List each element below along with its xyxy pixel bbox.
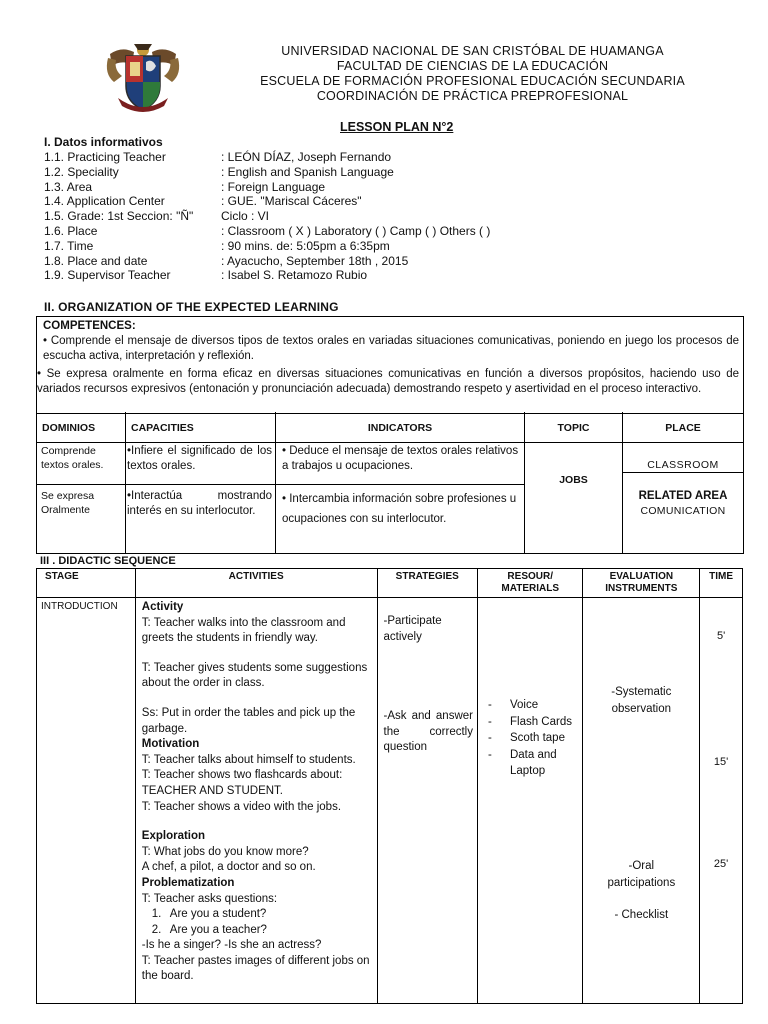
indicator-2-text: Intercambia información sobre profesiones u ocupaciones con su interlocutor.	[282, 493, 517, 525]
bullet-icon: •	[127, 445, 132, 457]
problematization-heading: Problematization	[141, 876, 235, 889]
bullet-icon: •	[43, 335, 51, 347]
col-stage: STAGE	[37, 569, 136, 598]
col-place: PLACE	[665, 422, 701, 434]
evaluation-cell	[583, 598, 700, 1004]
competence-1-text: Comprende el mensaje de diversos tipos de textos orales en variadas situaciones comunicativas, poniendo en juego los procesos de escucha activa, interpretación y reflexión.	[43, 335, 739, 362]
info-label: 1.2. Speciality	[44, 164, 119, 179]
info-value: Ciclo : VI	[221, 209, 270, 224]
stage-cell: INTRODUCTION	[37, 598, 136, 1004]
info-label: 1.7. Time	[44, 238, 94, 253]
time-cell	[700, 598, 743, 1004]
motivation-text-4: T: Teacher shows a video with the jobs.	[141, 800, 342, 813]
topic-jobs: JOBS	[559, 474, 588, 486]
info-label: 1.1. Practicing Teacher	[44, 150, 166, 164]
exploration-heading: Exploration	[141, 830, 206, 843]
competences-label: COMPETENCES:	[43, 320, 136, 332]
competence-2-text: Se expresa oralmente en forma eficaz en diversas situaciones comunicativas en función a diversos propósitos, haciendo uso de variados recursos expresivos (entonación y pronunciación adecuada) demostrando respeto y asertividad en el proceso interactivo.	[37, 368, 739, 395]
material-item: - Voice	[487, 699, 539, 711]
material-item: - Scoth tape	[487, 732, 565, 744]
materials-cell	[477, 598, 582, 1004]
section-2-heading: II. ORGANIZATION OF THE EXPECTED LEARNING	[44, 300, 339, 314]
institution-header	[230, 44, 715, 104]
activities-cell	[135, 598, 377, 1004]
time-2: 15'	[713, 756, 729, 768]
indicator-2	[282, 489, 520, 529]
info-value: : LEÓN DÍAZ, Joseph Fernando	[221, 150, 392, 164]
material-item: - Flash Cards	[487, 715, 572, 728]
info-value: : Classroom ( X ) Laboratory ( ) Camp ( ) Others ( )	[221, 223, 491, 238]
motivation-text-1: T: Teacher talks about himself to students.	[141, 753, 356, 766]
col-activities: ACTIVITIES	[135, 569, 377, 598]
lesson-plan-title: LESSON PLAN N°2	[340, 120, 454, 134]
competence-1	[43, 334, 739, 364]
header-line-1: UNIVERSIDAD NACIONAL DE SAN CRISTÓBAL DE HUAMANGA	[281, 44, 664, 58]
domain-1: Comprende textos orales.	[41, 445, 104, 471]
info-label: 1.3. Area	[44, 179, 93, 194]
bullet-icon: •	[282, 445, 290, 457]
section-1-heading: I. Datos informativos	[44, 135, 163, 149]
question-2: Are you a teacher?	[169, 923, 267, 936]
bullet-icon: •	[127, 490, 132, 502]
university-crest-logo	[104, 40, 182, 116]
col-materials: RESOUR/ MATERIALS	[477, 569, 582, 598]
motivation-heading: Motivation	[141, 738, 200, 751]
evaluation-2: -Oral participations	[607, 860, 676, 889]
info-label: 1.5. Grade: 1st Seccion: "Ñ"	[44, 209, 194, 224]
strategy-2: -Ask and answer the correctly question	[383, 710, 473, 754]
info-value: : Foreign Language	[221, 179, 326, 194]
activity-text-3: Ss: Put in order the tables and pick up the garbage.	[141, 706, 356, 735]
info-value: : Isabel S. Retamozo Rubio	[221, 268, 368, 283]
related-area-label: RELATED AREA	[638, 490, 728, 502]
question-item: 2. Are you a teacher?	[151, 923, 267, 936]
header-line-3: ESCUELA DE FORMACIÓN PROFESIONAL EDUCACIÓN SECUNDARIA	[260, 74, 685, 88]
didactic-sequence-table	[36, 568, 743, 1004]
question-item: 1. Are you a student?	[151, 908, 267, 921]
capacity-1-text: Infiere el significado de los textos orales.	[127, 445, 272, 472]
competence-2	[37, 367, 739, 397]
exploration-text-2: A chef, a pilot, a doctor and so on.	[141, 861, 316, 874]
header-line-4: COORDINACIÓN DE PRÁCTICA PREPROFESIONAL	[316, 89, 629, 103]
related-area-value: COMUNICATION	[640, 505, 726, 517]
evaluation-1: -Systematic observation	[611, 686, 672, 715]
col-topic: TOPIC	[557, 422, 590, 434]
info-label: 1.9. Supervisor Teacher	[44, 268, 171, 283]
indicator-1	[282, 444, 520, 474]
material-item: - Data and Laptop	[487, 748, 557, 777]
col-time: TIME	[700, 569, 743, 598]
competences-box	[36, 316, 744, 414]
header-line-2: FACULTAD DE CIENCIAS DE LA EDUCACIÓN	[336, 59, 609, 73]
capacity-1	[127, 444, 272, 474]
domain-2: Se expresa Oralmente	[41, 490, 95, 516]
motivation-text-2: T: Teacher shows two flashcards about:	[141, 769, 343, 782]
time-3: 25'	[713, 858, 729, 870]
activity-text-1: T: Teacher walks into the classroom and greets the students in friendly way.	[141, 616, 346, 645]
motivation-text-3: TEACHER AND STUDENT.	[141, 784, 283, 797]
question-1: Are you a student?	[169, 908, 267, 921]
col-strategies: STRATEGIES	[377, 569, 477, 598]
capacity-2-text: Interactúa mostrando interés en su interlocutor.	[127, 490, 272, 517]
evaluation-3: - Checklist	[614, 909, 669, 921]
info-label: 1.8. Place and date	[44, 253, 148, 268]
problematization-text-2: -Is he a singer? -Is she an actress?	[141, 939, 322, 952]
activity-text-2: T: Teacher gives students some suggestions about the order in class.	[141, 661, 368, 690]
strategies-cell	[377, 598, 477, 1004]
info-label: 1.4. Application Center	[44, 194, 165, 209]
place-classroom: CLASSROOM	[647, 459, 719, 471]
capacity-2	[127, 489, 272, 519]
col-capacities: CAPACITIES	[131, 422, 194, 434]
problematization-text-1: T: Teacher asks questions:	[141, 892, 278, 905]
section-3-heading: III . DIDACTIC SEQUENCE	[40, 555, 176, 567]
bullet-icon: •	[282, 493, 290, 505]
col-dominios: DOMINIOS	[42, 422, 96, 434]
activity-heading: Activity	[141, 601, 184, 613]
strategy-1: -Participate actively	[383, 615, 442, 643]
exploration-text-1: T: What jobs do you know more?	[141, 845, 309, 858]
col-evaluation: EVALUATION INSTRUMENTS	[583, 569, 700, 598]
info-value: : 90 mins. de: 5:05pm a 6:35pm	[221, 238, 390, 253]
info-value: : English and Spanish Language	[221, 164, 394, 179]
problematization-text-3: T: Teacher pastes images of different jobs on the board.	[141, 954, 370, 983]
bullet-icon: •	[37, 368, 47, 380]
info-value: : GUE. "Mariscal Cáceres"	[221, 194, 362, 209]
info-label: 1.6. Place	[44, 223, 98, 238]
info-value: : Ayacucho, September 18th , 2015	[221, 253, 409, 268]
time-1: 5'	[716, 630, 726, 642]
indicator-1-text: Deduce el mensaje de textos orales relativos a trabajos u ocupaciones.	[282, 445, 519, 472]
col-indicators: INDICATORS	[367, 422, 433, 434]
